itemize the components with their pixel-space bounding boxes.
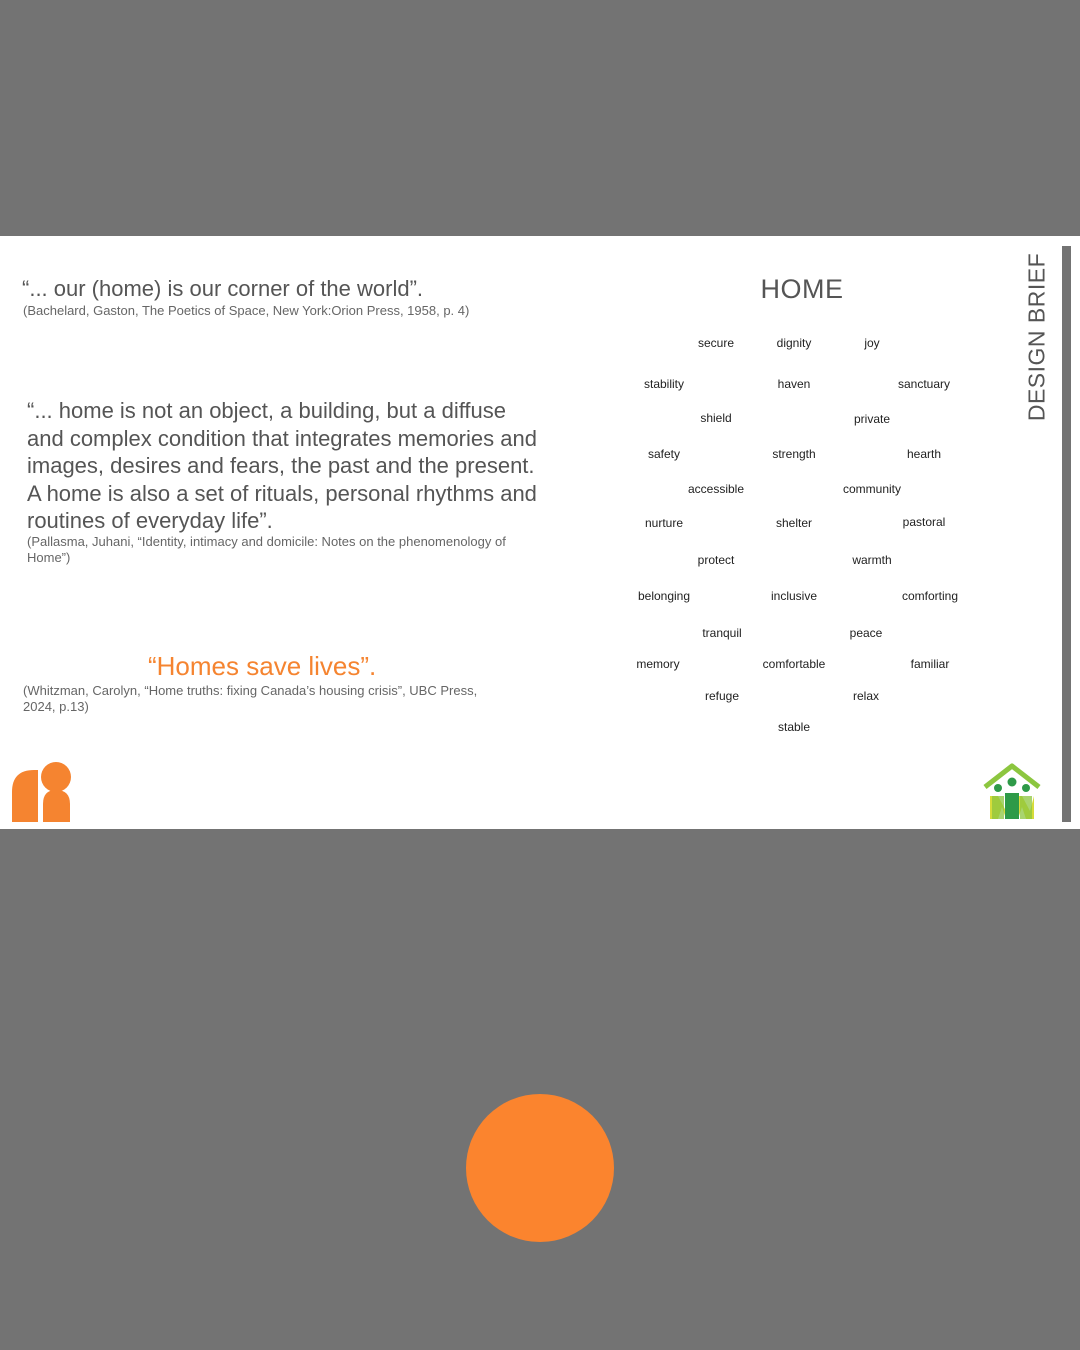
word-cloud-word: haven <box>777 377 811 391</box>
word-cloud-word: community <box>842 482 902 496</box>
word-cloud-word: stability <box>643 377 685 391</box>
design-brief-heading <box>1019 242 1055 432</box>
word-cloud-word: accessible <box>687 482 745 496</box>
word-cloud-word: hearth <box>906 447 942 461</box>
word-cloud-word: comforting <box>901 589 959 603</box>
citation-bachelard: (Bachelard, Gaston, The Poetics of Space, New York:Orion Press, 1958, p. 4) <box>23 303 470 318</box>
word-cloud-word: memory <box>636 657 680 671</box>
slide-card <box>0 236 1080 829</box>
word-cloud-word: comfortable <box>762 657 826 671</box>
word-cloud-word: peace <box>849 626 883 640</box>
orange-abstract-logo-icon <box>12 762 72 822</box>
word-cloud <box>0 236 1080 829</box>
word-cloud-word: secure <box>697 336 735 350</box>
word-cloud-word: belonging <box>637 589 691 603</box>
side-rule <box>1062 246 1071 822</box>
citation-pallasma: (Pallasma, Juhani, “Identity, intimacy and domicile: Notes on the phenomenology of Home”) <box>27 534 506 565</box>
quote-pallasma: “... home is not an object, a building, but a diffuse and complex condition that integrates memories and images, desires and fears, the past and the present. A home is also a set of rituals, personal rhythms and routines of everyday life”. <box>27 398 537 533</box>
word-cloud-word: private <box>853 412 891 426</box>
word-cloud-word: strength <box>772 447 816 461</box>
word-cloud-word: safety <box>647 447 681 461</box>
word-cloud-title: HOME <box>760 274 844 304</box>
quote-whitzman: “Homes save lives”. <box>148 651 377 681</box>
word-cloud-word: shelter <box>775 516 813 530</box>
word-cloud-word: familiar <box>910 657 950 671</box>
word-cloud-word: warmth <box>852 553 892 567</box>
design-brief-label: DESIGN BRIEF <box>1023 252 1050 422</box>
word-cloud-word: pastoral <box>902 515 946 529</box>
word-cloud-word: stable <box>777 720 811 734</box>
word-cloud-word: joy <box>864 336 880 350</box>
word-cloud-word: inclusive <box>770 589 818 603</box>
orange-dot <box>466 1094 614 1242</box>
word-cloud-word: shield <box>700 411 732 425</box>
word-cloud-word: refuge <box>704 689 740 703</box>
word-cloud-word: protect <box>697 553 735 567</box>
quote-bachelard: “... our (home) is our corner of the world”. <box>22 276 424 301</box>
word-cloud-word: tranquil <box>702 626 742 640</box>
family-home-logo-icon <box>982 763 1042 821</box>
word-cloud-word: nurture <box>644 516 684 530</box>
word-cloud-word: dignity <box>776 336 812 350</box>
word-cloud-word: relax <box>852 689 880 703</box>
citation-whitzman: (Whitzman, Carolyn, “Home truths: fixing Canada’s housing crisis”, UBC Press, 2024, p.13) <box>23 683 478 714</box>
word-cloud-word: sanctuary <box>897 377 951 391</box>
